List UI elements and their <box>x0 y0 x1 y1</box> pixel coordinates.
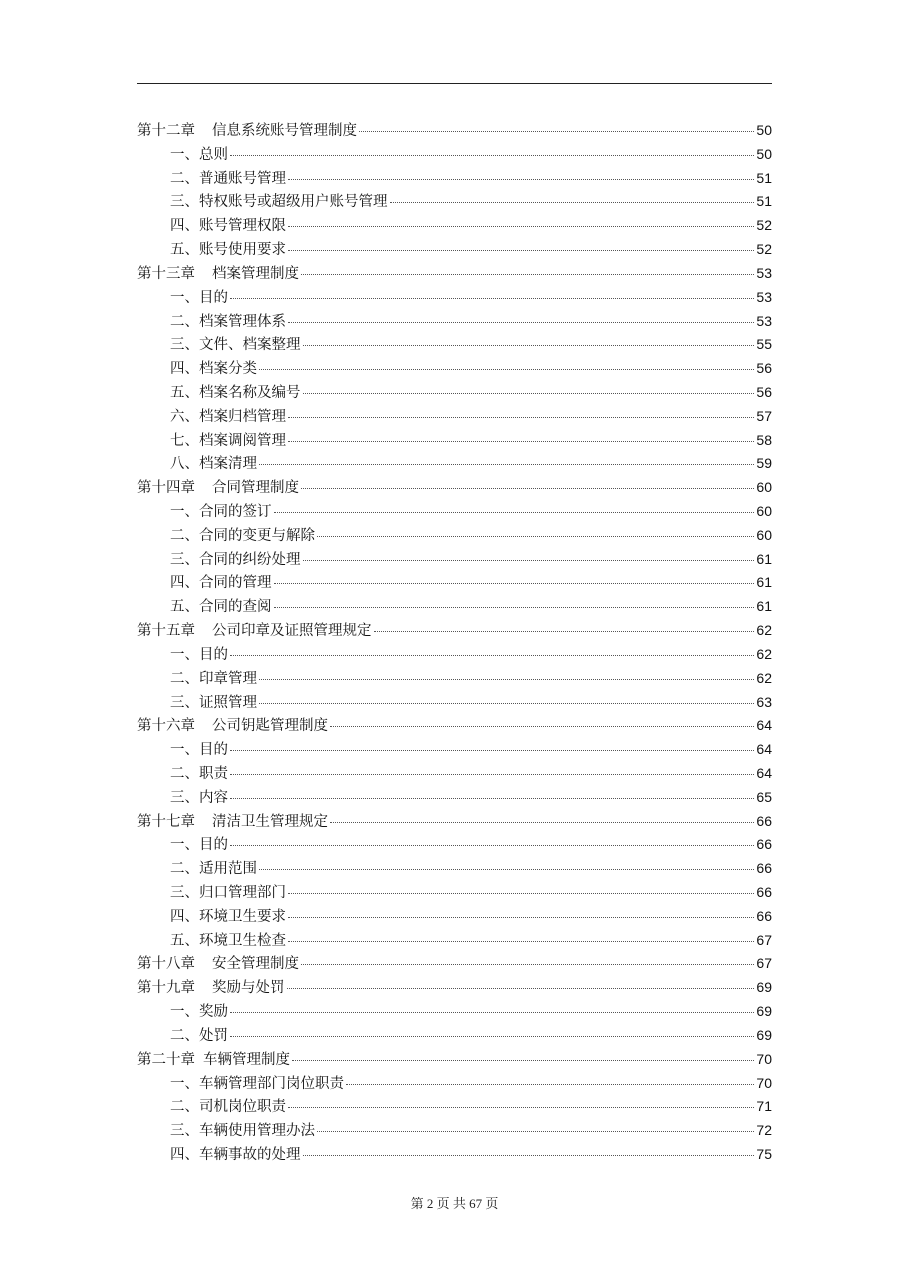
section-title: 四、档案分类 <box>170 361 257 378</box>
dot-leader <box>259 464 754 465</box>
chapter-title: 安全管理制度 <box>212 956 299 973</box>
section-title: 六、档案归档管理 <box>170 408 286 425</box>
section-title: 三、内容 <box>170 789 228 806</box>
toc-section-entry[interactable] <box>137 452 772 476</box>
section-title: 五、环境卫生检查 <box>170 932 286 949</box>
page-number: 66 <box>756 907 772 924</box>
section-title: 一、目的 <box>170 742 228 759</box>
chapter-title: 公司钥匙管理制度 <box>212 718 328 735</box>
section-title: 二、司机岗位职责 <box>170 1099 286 1116</box>
page-number: 53 <box>756 288 772 305</box>
page-number: 62 <box>756 622 772 639</box>
chapter-number: 第二十章 <box>137 1051 195 1068</box>
toc-chapter-entry[interactable] <box>137 262 772 286</box>
page-number: 62 <box>756 669 772 686</box>
dot-leader <box>303 345 755 346</box>
section-title: 一、车辆管理部门岗位职责 <box>170 1075 344 1092</box>
page-number: 52 <box>756 217 772 234</box>
page-footer: 第 2 页 共 67 页 <box>410 1196 499 1211</box>
section-title: 二、普通账号管理 <box>170 170 286 187</box>
page-number: 61 <box>756 550 772 567</box>
toc-section-entry[interactable] <box>137 167 772 191</box>
section-title: 三、特权账号或超级用户账号管理 <box>170 194 388 211</box>
page-number: 60 <box>756 526 772 543</box>
chapter-title: 档案管理制度 <box>212 265 299 282</box>
dot-leader <box>359 131 754 132</box>
dot-leader <box>330 822 754 823</box>
chapter-number: 第十七章 <box>137 813 195 830</box>
toc-chapter-entry[interactable] <box>137 714 772 738</box>
section-title: 七、档案调阅管理 <box>170 432 286 449</box>
page-number: 51 <box>756 193 772 210</box>
dot-leader <box>303 393 755 394</box>
section-title: 二、印章管理 <box>170 670 257 687</box>
page-number: 56 <box>756 360 772 377</box>
toc-chapter-entry[interactable] <box>137 1048 772 1072</box>
section-title: 一、奖励 <box>170 1004 228 1021</box>
dot-leader <box>259 679 754 680</box>
dot-leader <box>288 226 754 227</box>
toc-section-entry[interactable] <box>137 571 772 595</box>
toc-section-entry[interactable] <box>137 1024 772 1048</box>
toc-section-entry[interactable] <box>137 381 772 405</box>
toc-section-entry[interactable] <box>137 881 772 905</box>
page-number: 62 <box>756 645 772 662</box>
page-number: 50 <box>756 122 772 138</box>
dot-leader <box>259 369 754 370</box>
toc-section-entry[interactable] <box>137 500 772 524</box>
dot-leader <box>230 1036 754 1037</box>
dot-leader <box>330 726 754 727</box>
dot-leader <box>301 488 754 489</box>
page-number: 66 <box>756 812 772 829</box>
section-title: 二、职责 <box>170 765 228 782</box>
section-title: 三、文件、档案整理 <box>170 337 301 354</box>
section-title: 四、环境卫生要求 <box>170 908 286 925</box>
page-number: 67 <box>756 931 772 948</box>
page-number: 67 <box>756 955 772 972</box>
section-title: 二、合同的变更与解除 <box>170 527 315 544</box>
page-number: 53 <box>756 264 772 281</box>
toc-chapter-entry[interactable] <box>137 476 772 500</box>
toc-section-entry[interactable] <box>137 524 772 548</box>
section-title: 一、总则 <box>170 146 228 163</box>
toc-section-entry[interactable] <box>137 691 772 715</box>
section-title: 四、车辆事故的处理 <box>170 1146 301 1163</box>
table-of-contents <box>137 119 772 1167</box>
chapter-number: 第十九章 <box>137 980 195 997</box>
page-number: 61 <box>756 574 772 591</box>
section-title: 四、账号管理权限 <box>170 218 286 235</box>
section-title: 一、合同的签订 <box>170 504 272 520</box>
chapter-number: 第十六章 <box>137 718 195 735</box>
chapter-title: 车辆管理制度 <box>203 1051 290 1068</box>
section-title: 四、合同的管理 <box>170 575 272 592</box>
toc-chapter-entry[interactable] <box>137 952 772 976</box>
chapter-title: 合同管理制度 <box>212 480 299 497</box>
dot-leader <box>288 893 754 894</box>
section-title: 二、档案管理体系 <box>170 313 286 330</box>
toc-section-entry[interactable] <box>137 214 772 238</box>
dot-leader <box>390 202 755 203</box>
page-number: 66 <box>756 860 772 877</box>
toc-section-entry[interactable] <box>137 548 772 572</box>
dot-leader <box>303 560 755 561</box>
toc-section-entry[interactable] <box>137 429 772 453</box>
page-number: 59 <box>756 455 772 472</box>
page-number: 64 <box>756 764 772 781</box>
toc-section-entry[interactable] <box>137 405 772 429</box>
page-number: 69 <box>756 979 772 996</box>
section-title: 五、账号使用要求 <box>170 242 286 259</box>
toc-section-entry[interactable] <box>137 1119 772 1143</box>
page-number: 52 <box>756 241 772 258</box>
dot-leader <box>301 274 754 275</box>
dot-leader <box>274 512 755 513</box>
dot-leader <box>288 417 754 418</box>
toc-section-entry[interactable] <box>137 738 772 762</box>
toc-section-entry[interactable] <box>137 929 772 953</box>
dot-leader <box>274 583 755 584</box>
dot-leader <box>274 607 755 608</box>
page-number: 66 <box>756 884 772 900</box>
chapter-number: 第十四章 <box>137 480 195 497</box>
dot-leader <box>259 869 754 870</box>
section-title: 三、车辆使用管理办法 <box>170 1123 315 1140</box>
dot-leader <box>230 655 754 656</box>
toc-section-entry[interactable] <box>137 1072 772 1096</box>
page-number: 63 <box>756 693 772 710</box>
chapter-number: 第十八章 <box>137 956 195 973</box>
dot-leader <box>230 750 754 751</box>
toc-chapter-entry[interactable] <box>137 619 772 643</box>
page-number: 61 <box>756 598 772 615</box>
dot-leader <box>288 441 754 442</box>
page-number: 75 <box>756 1145 772 1162</box>
page-number: 66 <box>756 836 772 853</box>
section-title: 三、归口管理部门 <box>170 885 286 901</box>
toc-section-entry[interactable] <box>137 333 772 357</box>
section-title: 三、证照管理 <box>170 694 257 711</box>
dot-leader <box>301 964 754 965</box>
dot-leader <box>230 298 754 299</box>
dot-leader <box>288 250 754 251</box>
toc-chapter-entry[interactable] <box>137 119 772 143</box>
dot-leader <box>317 1131 754 1132</box>
section-title: 一、目的 <box>170 646 228 663</box>
header-rule <box>137 83 772 84</box>
toc-section-entry[interactable] <box>137 905 772 929</box>
page-number: 51 <box>756 169 772 186</box>
section-title: 二、处罚 <box>170 1027 228 1044</box>
page-number: 53 <box>756 312 772 329</box>
page-number: 64 <box>756 717 772 734</box>
toc-section-entry[interactable] <box>137 762 772 786</box>
dot-leader <box>259 703 754 704</box>
toc-section-entry[interactable] <box>137 595 772 619</box>
page-number: 70 <box>756 1074 772 1091</box>
section-title: 一、目的 <box>170 837 228 854</box>
section-title: 一、目的 <box>170 289 228 306</box>
dot-leader <box>230 155 754 156</box>
page-number: 56 <box>756 383 772 400</box>
dot-leader <box>288 941 754 942</box>
page-number: 65 <box>756 788 772 805</box>
toc-section-entry[interactable] <box>137 833 772 857</box>
dot-leader <box>287 988 755 989</box>
page-number: 55 <box>756 336 772 353</box>
page-number: 60 <box>756 479 772 496</box>
dot-leader <box>288 179 754 180</box>
chapter-title: 奖励与处罚 <box>212 980 285 997</box>
toc-section-entry[interactable] <box>137 190 772 214</box>
dot-leader <box>288 322 754 323</box>
toc-section-entry[interactable] <box>137 1000 772 1024</box>
page-number: 72 <box>756 1122 772 1139</box>
dot-leader <box>317 536 754 537</box>
toc-chapter-entry[interactable] <box>137 810 772 834</box>
chapter-number: 第十二章 <box>137 123 195 139</box>
toc-section-entry[interactable] <box>137 143 772 167</box>
toc-section-entry[interactable] <box>137 1095 772 1119</box>
dot-leader <box>374 631 755 632</box>
toc-section-entry[interactable] <box>137 310 772 334</box>
toc-section-entry[interactable] <box>137 786 772 810</box>
section-title: 五、档案名称及编号 <box>170 384 301 401</box>
page-number: 70 <box>756 1050 772 1067</box>
page-number: 58 <box>756 431 772 448</box>
toc-section-entry[interactable] <box>137 286 772 310</box>
page-number: 69 <box>756 1003 772 1020</box>
page-number: 50 <box>756 145 772 162</box>
section-title: 二、适用范围 <box>170 861 257 878</box>
dot-leader <box>288 917 754 918</box>
toc-section-entry[interactable] <box>137 1143 772 1167</box>
dot-leader <box>303 1155 755 1156</box>
page-number: 71 <box>756 1098 772 1115</box>
section-title: 三、合同的纠纷处理 <box>170 551 301 568</box>
page-number: 64 <box>756 741 772 758</box>
dot-leader <box>288 1107 754 1108</box>
section-title: 八、档案清理 <box>170 456 257 473</box>
chapter-number: 第十五章 <box>137 623 195 640</box>
chapter-title: 清洁卫生管理规定 <box>212 813 328 830</box>
dot-leader <box>230 774 754 775</box>
toc-section-entry[interactable] <box>137 238 772 262</box>
chapter-number: 第十三章 <box>137 265 195 282</box>
dot-leader <box>292 1060 754 1061</box>
dot-leader <box>230 1012 754 1013</box>
page-number: 69 <box>756 1026 772 1043</box>
chapter-title: 公司印章及证照管理规定 <box>212 623 372 640</box>
toc-section-entry[interactable] <box>137 357 772 381</box>
page-number: 60 <box>756 503 772 519</box>
page-number: 57 <box>756 407 772 424</box>
section-title: 五、合同的查阅 <box>170 599 272 616</box>
dot-leader <box>230 798 754 799</box>
dot-leader <box>346 1084 754 1085</box>
dot-leader <box>230 845 754 846</box>
chapter-title: 信息系统账号管理制度 <box>212 123 357 139</box>
toc-chapter-entry[interactable] <box>137 976 772 1000</box>
toc-section-entry[interactable] <box>137 857 772 881</box>
toc-section-entry[interactable] <box>137 667 772 691</box>
toc-section-entry[interactable] <box>137 643 772 667</box>
